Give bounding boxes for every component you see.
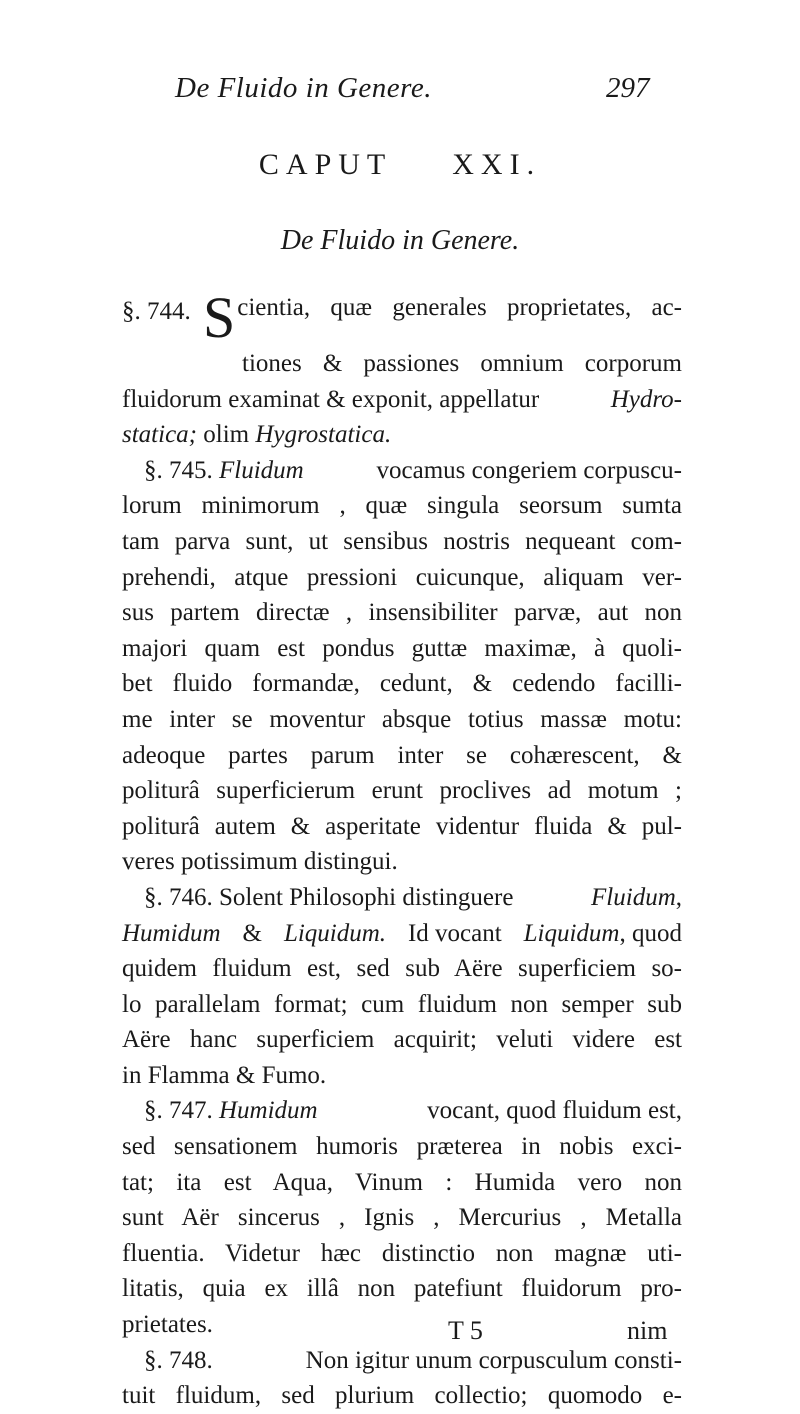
paragraph-line: politurâ autem & asperitate videntur fluida & pul-	[122, 812, 682, 840]
paragraph-line: tam parva sunt, ut sensibus nostris nequeant com-	[122, 527, 682, 555]
italic-term: Liquidum	[523, 919, 620, 947]
paragraph-line: tat; ita est Aqua, Vinum : Humida vero non	[122, 1168, 682, 1196]
paragraph-744: §. 744. S cientia, quæ generales proprietates, ac- tiones & passiones omnium corporum fluidorum examinat & exponit, appellatur Hydro- statica; olim Hygrostatica.	[122, 290, 682, 453]
chapter-subtitle: De Fluido in Genere.	[280, 225, 520, 256]
paragraph-line: sus partem directæ , insensibiliter parvæ, aut non	[122, 599, 682, 627]
paragraph-line: cientia, quæ generales proprietates, ac-	[237, 294, 682, 321]
signature-mark: T 5	[448, 1316, 483, 1345]
page-number: 297	[606, 72, 650, 104]
chapter-heading	[0, 148, 800, 182]
paragraph-line: lo parallelam format; cum fluidum non semper sub	[122, 990, 682, 1018]
paragraph-747: §. 747. Humidum vocant, quod fluidum est, sed sensationem humoris præterea in nobis exci- tat; ita est Aqua, Vinum : Humida vero non sunt Aër sincerus , Ignis , Mercurius , Metalla fluentia. Videtur hæc distinctio non magnæ uti- litatis, quia ex illâ non patefiunt fluidorum pro- prietates.	[122, 1093, 682, 1342]
paragraph-line: tuit fluidum, sed plurium collectio; quomodo e-	[122, 1382, 682, 1410]
italic-term: Humidum	[219, 1097, 318, 1125]
paragraph-line: adeoque partes parum inter se cohærescent, &	[122, 741, 682, 769]
paragraph-line: fluentia. Videtur hæc distinctio non magnæ uti-	[122, 1239, 682, 1267]
paragraph-745: §. 745. Fluidum vocamus congeriem corpuscu- lorum minimorum , quæ singula seorsum sumta tam parva sunt, ut sensibus nostris nequeant com- prehendi, atque pressioni cuicunque, aliquam ver- sus partem directæ , insensibiliter parvæ, aut non majori quam est pondus guttæ maximæ, à quoli- bet fluido formandæ, cedunt, & cedendo facilli- me inter se moventur absque totius massæ motu: adeoque partes parum inter se cohærescent, & politurâ superficierum erunt proclives ad motum ; politurâ autem & asperitate videntur fluida & pul- veres potissimum distingui.	[122, 453, 682, 880]
paragraph-line: me inter se moventur absque totius massæ motu:	[122, 705, 682, 733]
italic-term: statica;	[122, 421, 197, 449]
chapter-caput: CAPUT	[258, 148, 393, 181]
paragraph-line: in Flamma & Fumo.	[122, 1061, 327, 1089]
paragraph-line: majori quam est pondus guttæ maximæ, à quoli-	[122, 634, 682, 662]
paragraph-line: litatis, quia ex illâ non patefiunt fluidorum pro-	[122, 1275, 682, 1303]
italic-term: Hydro-	[610, 385, 682, 413]
italic-term: Fluidum	[219, 456, 304, 484]
paragraph-line: fluidorum examinat & exponit, appellatur	[122, 385, 540, 413]
paragraph-line: tiones & passiones omnium corporum	[242, 350, 682, 377]
drop-cap: S	[203, 285, 236, 350]
paragraph-line: bet fluido formandæ, cedunt, & cedendo facilli-	[122, 670, 682, 698]
body-text	[122, 285, 682, 1414]
page-footer	[0, 1316, 800, 1351]
paragraph-line: prehendi, atque pressioni cuicunque, aliquam ver-	[122, 563, 682, 591]
section-number: §. 747.	[144, 1097, 213, 1125]
section-number: §. 746.	[144, 883, 213, 911]
paragraph-line: quidem fluidum est, sed sub Aëre superficiem so-	[122, 955, 682, 983]
chapter-numeral: XXI.	[452, 148, 542, 181]
paragraph-748: §. 748. Non igitur unum corpusculum consti- tuit fluidum, sed plurium collectio; quomodo e-	[122, 1343, 682, 1414]
italic-term: Fluidum	[591, 883, 676, 911]
paragraph-line: veres potissimum distingui.	[122, 848, 398, 876]
running-head	[0, 72, 800, 112]
catchword: nim	[627, 1316, 668, 1345]
italic-term: Liquidum.	[283, 919, 387, 947]
section-number: §. 748.	[144, 1346, 213, 1374]
paragraph-line: sed sensationem humoris præterea in nobis exci-	[122, 1133, 682, 1161]
paragraph-line: sunt Aër sincerus , Ignis , Mercurius , Metalla	[122, 1204, 682, 1232]
paragraph-line: politurâ superficierum erunt proclives ad motum ;	[122, 777, 682, 805]
section-number: §. 744.	[122, 298, 191, 325]
paragraph-746: §. 746. Solent Philosophi distinguere Fluidum, Humidum & Liquidum. Id vocant Liquidum, quod quidem fluidum est, sed sub Aëre superficiem so- lo parallelam format; cum fluidum non semper sub Aëre hanc superficiem acquirit; veluti videre est in Flamma & Fumo.	[122, 880, 682, 1094]
italic-term: Humidum	[122, 919, 221, 947]
paragraph-line: Aëre hanc superficiem acquirit; veluti videre est	[122, 1026, 682, 1054]
running-head-title: De Fluido in Genere.	[175, 72, 432, 104]
paragraph-line: lorum minimorum , quæ singula seorsum sumta	[122, 492, 682, 520]
italic-term: Hygrostatica.	[255, 421, 392, 449]
paragraph-line: prietates.	[122, 1311, 213, 1339]
section-number: §. 745.	[144, 456, 213, 484]
